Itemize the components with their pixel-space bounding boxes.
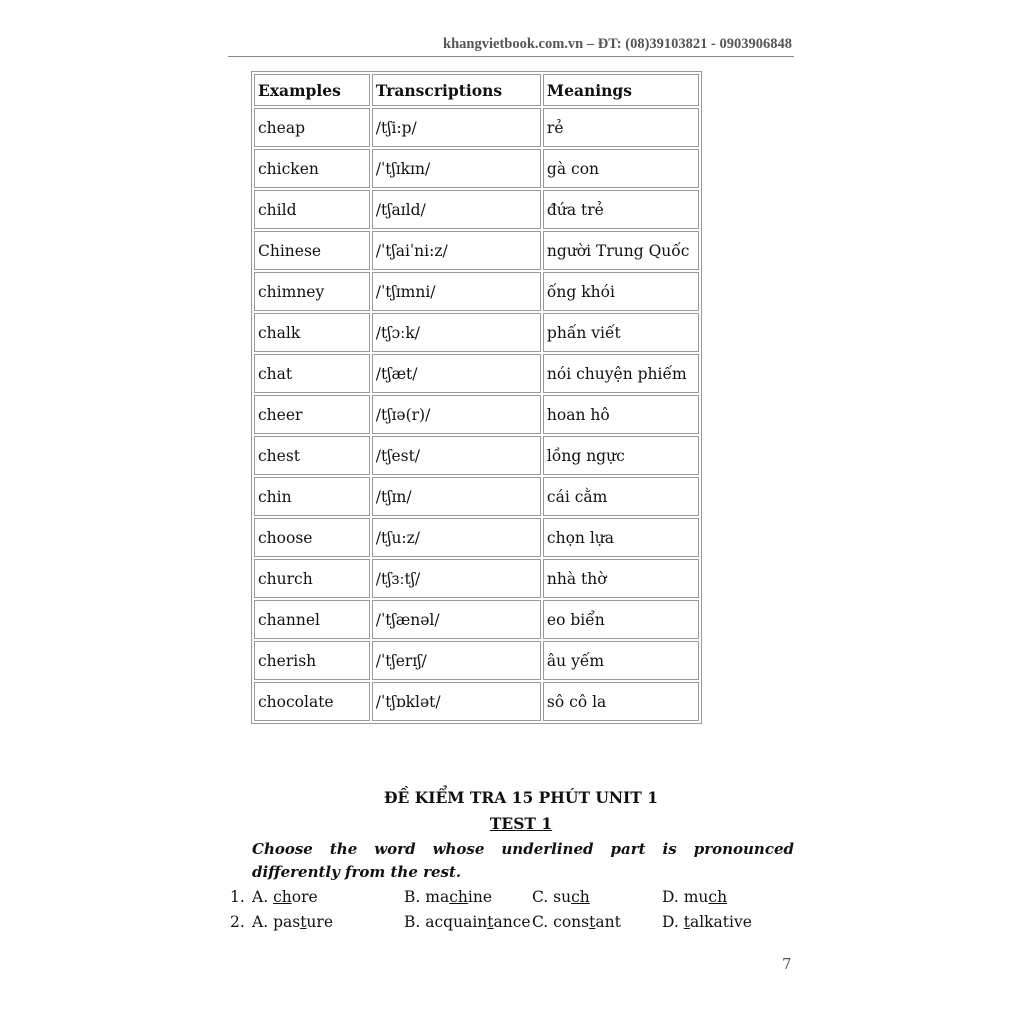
option-before: su: [553, 888, 572, 906]
example-cell: chat: [254, 354, 370, 393]
test-instructions: Choose the word whose underlined part is pronounced differently from the rest.: [252, 840, 794, 881]
option-prefix: B.: [404, 888, 426, 906]
option-after: ance: [493, 913, 531, 931]
transcription-cell: /tʃɪn/: [372, 477, 541, 516]
option-underlined: ch: [708, 888, 728, 906]
option-underlined: ch: [273, 888, 292, 906]
transcription-cell: /ˈtʃerɪʃ/: [372, 641, 541, 680]
option-before: cons: [553, 913, 590, 931]
option-before: ma: [425, 888, 450, 906]
option-underlined: ch: [571, 888, 590, 906]
question-1: [230, 888, 790, 910]
table-row: [254, 190, 699, 229]
example-cell: cheer: [254, 395, 370, 434]
table-row: [254, 518, 699, 557]
transcription-cell: /ˈtʃɪmni/: [372, 272, 541, 311]
option-after: ure: [306, 913, 333, 931]
table-row: [254, 395, 699, 434]
table-row: [254, 149, 699, 188]
column-header-meanings: Meanings: [543, 74, 699, 106]
meaning-cell: gà con: [543, 149, 699, 188]
table-header-row: [254, 74, 699, 106]
option-after: alkative: [689, 913, 752, 931]
answer-option: [252, 888, 318, 906]
header-divider: [228, 56, 794, 57]
meaning-cell: đứa trẻ: [543, 190, 699, 229]
table-row: [254, 108, 699, 147]
option-prefix: C.: [532, 888, 554, 906]
table-row: [254, 477, 699, 516]
meaning-cell: sô cô la: [543, 682, 699, 721]
option-prefix: B.: [404, 913, 426, 931]
meaning-cell: rẻ: [543, 108, 699, 147]
transcription-cell: /tʃæt/: [372, 354, 541, 393]
option-after: ore: [291, 888, 318, 906]
example-cell: chin: [254, 477, 370, 516]
answer-option: [404, 888, 492, 906]
option-underlined: t: [487, 913, 494, 931]
table-row: [254, 559, 699, 598]
meaning-cell: nói chuyện phiếm: [543, 354, 699, 393]
question-number: 1.: [230, 888, 245, 906]
option-underlined: t: [300, 913, 307, 931]
example-cell: cheap: [254, 108, 370, 147]
column-header-examples: Examples: [254, 74, 370, 106]
answer-option: [532, 913, 621, 931]
example-cell: choose: [254, 518, 370, 557]
example-cell: chimney: [254, 272, 370, 311]
example-cell: Chinese: [254, 231, 370, 270]
table-row: [254, 600, 699, 639]
example-cell: chicken: [254, 149, 370, 188]
meaning-cell: âu yếm: [543, 641, 699, 680]
question-2: [230, 913, 790, 935]
example-cell: cherish: [254, 641, 370, 680]
option-before: acquain: [425, 913, 488, 931]
option-prefix: A.: [252, 913, 274, 931]
option-underlined: t: [589, 913, 596, 931]
option-prefix: C.: [532, 913, 554, 931]
table-row: [254, 272, 699, 311]
table-row: [254, 682, 699, 721]
meaning-cell: chọn lựa: [543, 518, 699, 557]
meaning-cell: eo biển: [543, 600, 699, 639]
option-after: ant: [595, 913, 621, 931]
example-cell: channel: [254, 600, 370, 639]
option-after: ine: [467, 888, 492, 906]
page-header-text: khangvietbook.com.vn – ĐT: (08)39103821 - 0903906848: [443, 36, 792, 52]
option-prefix: D.: [662, 888, 684, 906]
transcription-cell: /ˈtʃænəl/: [372, 600, 541, 639]
option-before: mu: [683, 888, 709, 906]
example-cell: chocolate: [254, 682, 370, 721]
option-underlined: ch: [449, 888, 468, 906]
meaning-cell: phấn viết: [543, 313, 699, 352]
vocabulary-table: [251, 71, 702, 724]
transcription-cell: /tʃest/: [372, 436, 541, 475]
option-before: pas: [273, 913, 301, 931]
example-cell: chest: [254, 436, 370, 475]
table-row: [254, 313, 699, 352]
transcription-cell: /tʃɪə(r)/: [372, 395, 541, 434]
answer-option: [252, 913, 333, 931]
table-row: [254, 436, 699, 475]
option-underlined: t: [683, 913, 690, 931]
answer-option: [532, 888, 590, 906]
example-cell: church: [254, 559, 370, 598]
meaning-cell: hoan hô: [543, 395, 699, 434]
answer-option: [662, 888, 727, 906]
transcription-cell: /ˈtʃɒklət/: [372, 682, 541, 721]
example-cell: child: [254, 190, 370, 229]
option-prefix: D.: [662, 913, 684, 931]
test-heading: ĐỀ KIỂM TRA 15 PHÚT UNIT 1: [383, 788, 659, 807]
transcription-cell: /tʃɜːtʃ/: [372, 559, 541, 598]
table-row: [254, 354, 699, 393]
meaning-cell: nhà thờ: [543, 559, 699, 598]
meaning-cell: lồng ngực: [543, 436, 699, 475]
transcription-cell: /tʃi:p/: [372, 108, 541, 147]
transcription-cell: /tʃaɪld/: [372, 190, 541, 229]
question-number: 2.: [230, 913, 245, 931]
meaning-cell: cái cằm: [543, 477, 699, 516]
test-subheading: TEST 1: [489, 814, 553, 833]
column-header-transcriptions: Transcriptions: [372, 74, 541, 106]
table-row: [254, 231, 699, 270]
transcription-cell: /ˈtʃɪkɪn/: [372, 149, 541, 188]
answer-option: [404, 913, 531, 931]
example-cell: chalk: [254, 313, 370, 352]
transcription-cell: /ˈtʃaiˈni:z/: [372, 231, 541, 270]
table-row: [254, 641, 699, 680]
option-prefix: A.: [252, 888, 274, 906]
meaning-cell: người Trung Quốc: [543, 231, 699, 270]
transcription-cell: /tʃɔːk/: [372, 313, 541, 352]
meaning-cell: ống khói: [543, 272, 699, 311]
transcription-cell: /tʃu:z/: [372, 518, 541, 557]
answer-option: [662, 913, 752, 931]
page-number: 7: [782, 955, 792, 973]
